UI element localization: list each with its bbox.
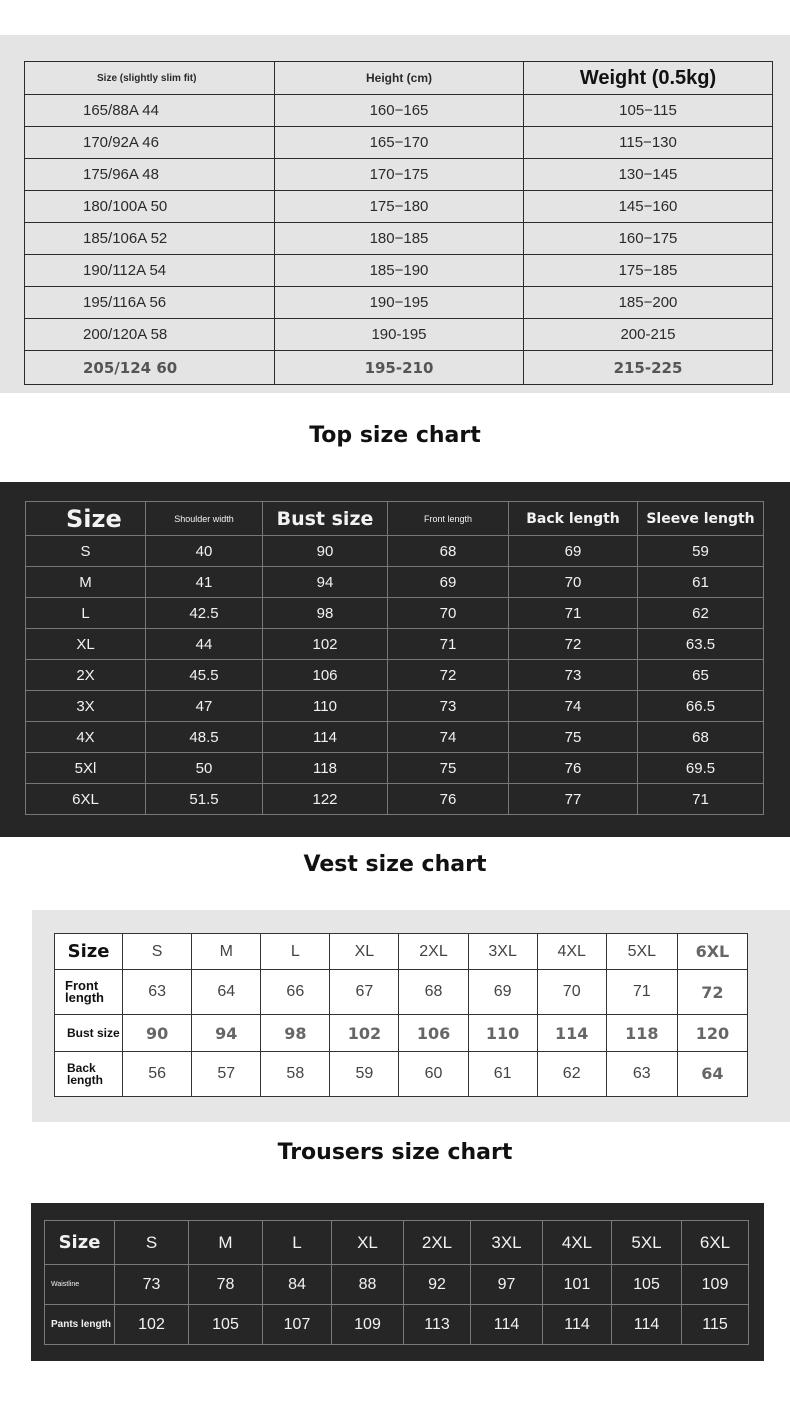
height-cell: 180−185 <box>275 223 524 255</box>
value-cell: 68 <box>399 970 468 1015</box>
value-cell: 84 <box>263 1265 332 1305</box>
table-row <box>26 691 764 722</box>
trousers-size-panel <box>31 1203 764 1361</box>
value-cell: 92 <box>404 1265 471 1305</box>
value-cell: 56 <box>123 1051 192 1096</box>
value-cell: 114 <box>537 1015 606 1051</box>
front-length-cell: 70 <box>388 598 509 629</box>
table-row <box>25 223 773 255</box>
size-cell: 3XL <box>471 1221 543 1265</box>
size-cell: S <box>115 1221 189 1265</box>
value-cell: 71 <box>606 970 677 1015</box>
trousers-size-table <box>44 1220 749 1345</box>
sleeve-length-cell: 69.5 <box>638 753 764 784</box>
size-cell: 195/116A 56 <box>25 287 275 319</box>
table-row <box>26 536 764 567</box>
shoulder-cell: 51.5 <box>146 784 263 815</box>
table-row <box>25 191 773 223</box>
table-row <box>55 970 748 1015</box>
bust-cell: 90 <box>263 536 388 567</box>
size-cell: 190/112A 54 <box>25 255 275 287</box>
value-cell: 60 <box>399 1051 468 1096</box>
bust-cell: 102 <box>263 629 388 660</box>
size-cell: L <box>26 598 146 629</box>
table-header-row <box>26 502 764 536</box>
table-header-row <box>45 1221 749 1265</box>
table-row <box>25 127 773 159</box>
value-cell: 63 <box>606 1051 677 1096</box>
back-length-cell: 76 <box>509 753 638 784</box>
size-cell: 3XL <box>468 934 537 970</box>
value-cell: 101 <box>543 1265 612 1305</box>
size-cell: L <box>263 1221 332 1265</box>
size-cell: 165/88A 44 <box>25 95 275 127</box>
table-row <box>25 351 773 385</box>
shoulder-cell: 47 <box>146 691 263 722</box>
weight-cell: 160−175 <box>524 223 773 255</box>
height-cell: 185−190 <box>275 255 524 287</box>
table-row <box>55 1051 748 1096</box>
size-cell: 200/120A 58 <box>25 319 275 351</box>
shoulder-cell: 42.5 <box>146 598 263 629</box>
header-shoulder-cell: Shoulder width <box>146 502 263 536</box>
bust-cell: 94 <box>263 567 388 598</box>
height-cell: 170−175 <box>275 159 524 191</box>
shoulder-cell: 41 <box>146 567 263 598</box>
weight-cell: 175−185 <box>524 255 773 287</box>
bust-cell: 118 <box>263 753 388 784</box>
front-length-cell: 73 <box>388 691 509 722</box>
weight-cell: 145−160 <box>524 191 773 223</box>
sleeve-length-cell: 65 <box>638 660 764 691</box>
back-length-cell: 74 <box>509 691 638 722</box>
value-cell: 63 <box>123 970 192 1015</box>
weight-cell: 185−200 <box>524 287 773 319</box>
size-cell: 6XL <box>26 784 146 815</box>
table-row <box>25 95 773 127</box>
size-cell: 5XL <box>606 934 677 970</box>
weight-cell: 215-225 <box>524 351 773 385</box>
size-cell: 4XL <box>543 1221 612 1265</box>
table-row <box>25 287 773 319</box>
value-cell: 59 <box>330 1051 399 1096</box>
weight-cell: 130−145 <box>524 159 773 191</box>
size-cell: M <box>26 567 146 598</box>
back-length-cell: 73 <box>509 660 638 691</box>
table-row <box>26 722 764 753</box>
header-weight-cell: Weight (0.5kg) <box>524 62 773 95</box>
size-cell: L <box>261 934 330 970</box>
front-length-label-cell: Front length <box>55 970 123 1015</box>
front-length-cell: 68 <box>388 536 509 567</box>
vest-size-panel <box>32 910 790 1122</box>
value-cell: 66 <box>261 970 330 1015</box>
table-row <box>55 1015 748 1051</box>
size-cell: M <box>192 934 261 970</box>
front-length-cell: 71 <box>388 629 509 660</box>
size-cell: 180/100A 50 <box>25 191 275 223</box>
size-cell: 5XL <box>612 1221 682 1265</box>
height-weight-table <box>24 61 773 385</box>
value-cell: 94 <box>192 1015 261 1051</box>
value-cell: 114 <box>612 1305 682 1345</box>
table-row <box>26 598 764 629</box>
value-cell: 114 <box>543 1305 612 1345</box>
header-size-cell: Size (slightly slim fit) <box>25 62 275 95</box>
value-cell: 78 <box>189 1265 263 1305</box>
pants-length-label-cell: Pants length <box>45 1305 115 1345</box>
front-length-cell: 76 <box>388 784 509 815</box>
table-row <box>26 660 764 691</box>
weight-cell: 115−130 <box>524 127 773 159</box>
waistline-label-cell: Waistline <box>45 1265 115 1305</box>
value-cell: 70 <box>537 970 606 1015</box>
header-front-length-cell: Front length <box>388 502 509 536</box>
table-row <box>26 629 764 660</box>
sleeve-length-cell: 68 <box>638 722 764 753</box>
table-row <box>25 159 773 191</box>
back-length-cell: 72 <box>509 629 638 660</box>
weight-cell: 200-215 <box>524 319 773 351</box>
value-cell: 88 <box>332 1265 404 1305</box>
top-size-panel <box>0 482 790 837</box>
size-cell: 4XL <box>537 934 606 970</box>
back-length-cell: 69 <box>509 536 638 567</box>
sleeve-length-cell: 66.5 <box>638 691 764 722</box>
table-row <box>45 1265 749 1305</box>
value-cell: 106 <box>399 1015 468 1051</box>
shoulder-cell: 50 <box>146 753 263 784</box>
size-cell: S <box>123 934 192 970</box>
header-height-cell: Height (cm) <box>275 62 524 95</box>
value-cell: 62 <box>537 1051 606 1096</box>
size-cell: 4X <box>26 722 146 753</box>
header-sleeve-length-cell: Sleeve length <box>638 502 764 536</box>
value-cell: 110 <box>468 1015 537 1051</box>
size-cell: 6XL <box>682 1221 749 1265</box>
back-length-cell: 70 <box>509 567 638 598</box>
value-cell: 73 <box>115 1265 189 1305</box>
bust-size-label-cell: Bust size <box>55 1015 123 1051</box>
value-cell: 120 <box>677 1015 747 1051</box>
value-cell: 115 <box>682 1305 749 1345</box>
size-cell: 3X <box>26 691 146 722</box>
size-cell: 205/124 60 <box>25 351 275 385</box>
top-size-table <box>25 501 764 815</box>
size-cell: 6XL <box>677 934 747 970</box>
value-cell: 105 <box>612 1265 682 1305</box>
size-cell: 2X <box>26 660 146 691</box>
top-size-chart-title: Top size chart <box>309 423 481 448</box>
value-cell: 107 <box>263 1305 332 1345</box>
value-cell: 72 <box>677 970 747 1015</box>
size-cell: 5Xl <box>26 753 146 784</box>
back-length-label-cell: Back length <box>55 1051 123 1096</box>
size-cell: 170/92A 46 <box>25 127 275 159</box>
shoulder-cell: 40 <box>146 536 263 567</box>
trousers-size-chart-title: Trousers size chart <box>277 1140 513 1165</box>
shoulder-cell: 44 <box>146 629 263 660</box>
header-bust-cell: Bust size <box>263 502 388 536</box>
value-cell: 105 <box>189 1305 263 1345</box>
vest-size-table <box>54 933 748 1097</box>
back-length-cell: 71 <box>509 598 638 629</box>
header-size-cell: Size <box>26 502 146 536</box>
value-cell: 67 <box>330 970 399 1015</box>
size-label-cell: Size <box>45 1221 115 1265</box>
table-header-row <box>25 62 773 95</box>
table-row <box>26 784 764 815</box>
value-cell: 90 <box>123 1015 192 1051</box>
back-length-cell: 75 <box>509 722 638 753</box>
bust-cell: 106 <box>263 660 388 691</box>
table-row <box>45 1305 749 1345</box>
table-row <box>26 567 764 598</box>
shoulder-cell: 48.5 <box>146 722 263 753</box>
value-cell: 109 <box>682 1265 749 1305</box>
height-cell: 165−170 <box>275 127 524 159</box>
front-length-cell: 69 <box>388 567 509 598</box>
value-cell: 102 <box>115 1305 189 1345</box>
size-cell: 2XL <box>404 1221 471 1265</box>
height-weight-panel <box>0 35 790 393</box>
sleeve-length-cell: 61 <box>638 567 764 598</box>
value-cell: 102 <box>330 1015 399 1051</box>
sleeve-length-cell: 63.5 <box>638 629 764 660</box>
value-cell: 58 <box>261 1051 330 1096</box>
size-cell: 185/106A 52 <box>25 223 275 255</box>
value-cell: 118 <box>606 1015 677 1051</box>
size-cell: XL <box>330 934 399 970</box>
bust-cell: 98 <box>263 598 388 629</box>
sleeve-length-cell: 71 <box>638 784 764 815</box>
value-cell: 61 <box>468 1051 537 1096</box>
front-length-cell: 75 <box>388 753 509 784</box>
size-label-cell: Size <box>55 934 123 970</box>
table-row <box>25 319 773 351</box>
value-cell: 64 <box>677 1051 747 1096</box>
bust-cell: 122 <box>263 784 388 815</box>
back-length-cell: 77 <box>509 784 638 815</box>
height-cell: 175−180 <box>275 191 524 223</box>
height-cell: 160−165 <box>275 95 524 127</box>
bust-cell: 110 <box>263 691 388 722</box>
table-row <box>25 255 773 287</box>
value-cell: 98 <box>261 1015 330 1051</box>
header-back-length-cell: Back length <box>509 502 638 536</box>
size-cell: XL <box>26 629 146 660</box>
height-cell: 190-195 <box>275 319 524 351</box>
value-cell: 57 <box>192 1051 261 1096</box>
value-cell: 109 <box>332 1305 404 1345</box>
table-header-row <box>55 934 748 970</box>
value-cell: 114 <box>471 1305 543 1345</box>
size-cell: S <box>26 536 146 567</box>
size-cell: 175/96A 48 <box>25 159 275 191</box>
value-cell: 69 <box>468 970 537 1015</box>
shoulder-cell: 45.5 <box>146 660 263 691</box>
front-length-cell: 74 <box>388 722 509 753</box>
value-cell: 113 <box>404 1305 471 1345</box>
size-cell: XL <box>332 1221 404 1265</box>
size-cell: M <box>189 1221 263 1265</box>
sleeve-length-cell: 62 <box>638 598 764 629</box>
front-length-cell: 72 <box>388 660 509 691</box>
weight-cell: 105−115 <box>524 95 773 127</box>
height-cell: 190−195 <box>275 287 524 319</box>
value-cell: 64 <box>192 970 261 1015</box>
bust-cell: 114 <box>263 722 388 753</box>
height-cell: 195-210 <box>275 351 524 385</box>
sleeve-length-cell: 59 <box>638 536 764 567</box>
value-cell: 97 <box>471 1265 543 1305</box>
vest-size-chart-title: Vest size chart <box>303 852 487 877</box>
size-cell: 2XL <box>399 934 468 970</box>
table-row <box>26 753 764 784</box>
